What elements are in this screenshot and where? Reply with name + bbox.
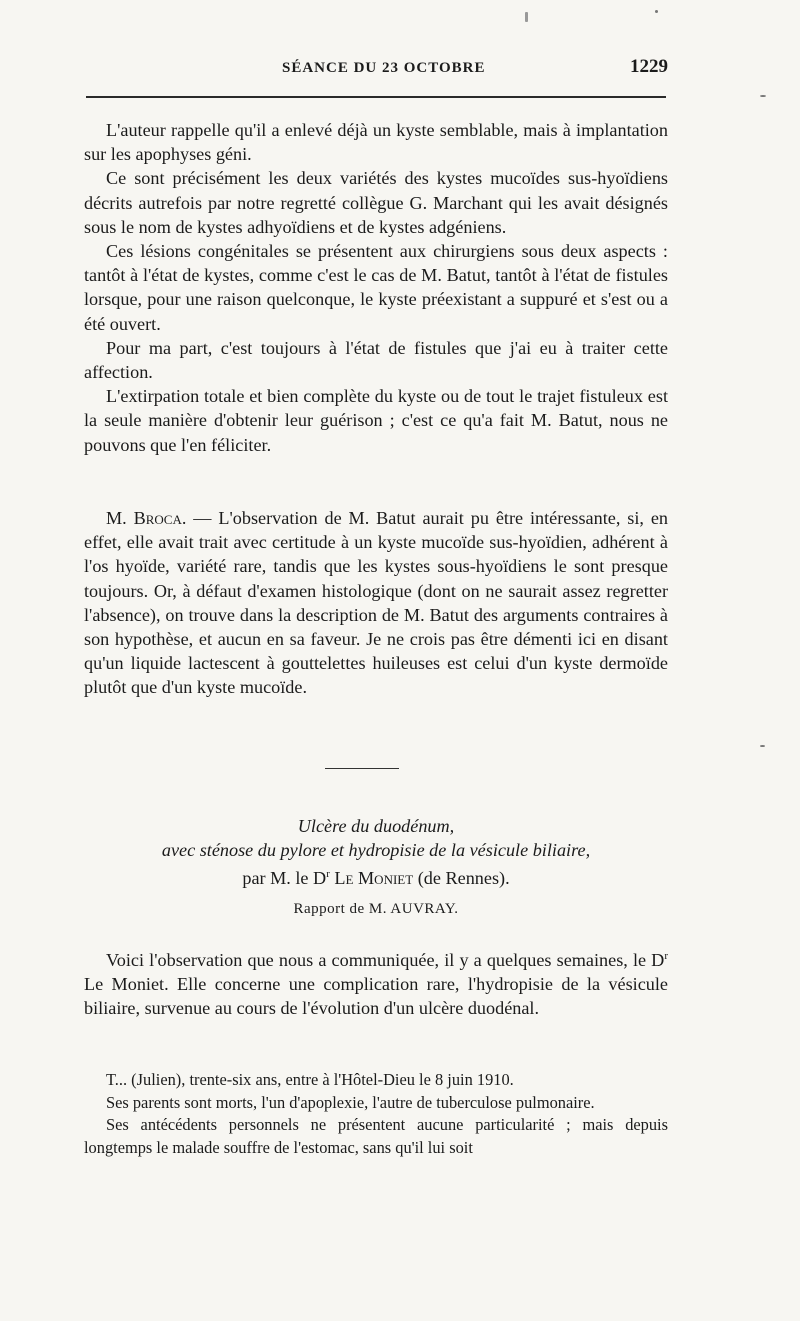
section-observation xyxy=(84,944,668,1021)
paragraph xyxy=(84,944,668,1021)
article-heading xyxy=(84,814,668,890)
author-sup: r xyxy=(326,868,330,880)
paragraph: L'extirpation totale et bien complète du kyste ou de tout le trajet fistuleux est la seule manière d'obtenir leur guérison ; c'est ce qu'a fait M. Batut, nous ne pouvons que l'en féliciter. xyxy=(84,386,668,455)
print-speck xyxy=(525,12,528,22)
paragraph: Ce sont précisément les deux variétés des kystes mucoïdes sus-hyoïdiens décrits autrefois par notre regretté collègue G. Marchant qui les avait désignés sous le nom de kystes adhyoïdiens et de kystes adgéniens. xyxy=(84,168,668,237)
observation-text-2: Le Moniet. Elle concerne une complication rare, l'hydropisie de la vésicule biliaire, survenue au cours de l'évolution d'un ulcère duodénal. xyxy=(84,974,668,1019)
author-suffix: (de Rennes). xyxy=(413,868,510,889)
page-number: 1229 xyxy=(630,56,668,77)
observation-text-1: Voici l'observation que nous a communiquée, il y a quelques semaines, le D xyxy=(106,950,665,971)
paragraph: L'auteur rappelle qu'il a enlevé déjà un kyste semblable, mais à implantation sur les apophyses géni. xyxy=(84,120,668,165)
section-broca xyxy=(84,506,668,700)
paragraph: Ses parents sont morts, l'un d'apoplexie, l'autre de tuberculose pulmonaire. xyxy=(106,1092,595,1112)
speaker-prefix: M. xyxy=(106,508,134,528)
author-prefix: par M. le D xyxy=(242,868,327,889)
print-speck xyxy=(760,95,766,97)
running-header xyxy=(86,58,668,88)
observation-sup: r xyxy=(664,950,668,962)
header-title: SÉANCE DU 23 OCTOBRE xyxy=(282,60,486,76)
author-name: Le Moniet xyxy=(329,868,414,889)
article-subtitle: avec sténose du pylore et hydropisie de la vésicule biliaire, xyxy=(161,840,591,860)
section-auteur xyxy=(84,118,668,457)
report-line: Rapport de M. AUVRAY. xyxy=(293,901,459,917)
print-speck xyxy=(655,10,658,13)
print-speck xyxy=(760,745,765,747)
paragraph xyxy=(84,506,668,700)
section-case xyxy=(84,1069,668,1159)
broca-text: . — L'observation de M. Batut aurait pu être intéressante, si, en effet, elle avait trait avec certitude à un kyste mucoïde sus-hyoïdien, adhérent à l'os hyoïde, variété rare, tandis que les kystes sous-hyoïdiens le sont presque toujours. Or, à défaut d'examen histologique (dont on ne saurait assez regretter l'absence), on trouve dans la description de M. Batut des arguments contraires à son hypothèse, et aucun en sa faveur. Je ne crois pas être démenti ici en disant qu'un liquide lactescent à gouttelettes huileuses est celui d'un kyste dermoïde plutôt que d'un kyste mucoïde. xyxy=(84,508,668,698)
paragraph: Ses antécédents personnels ne présentent aucune particularité ; mais depuis longtemps le malade souffre de l'estomac, sans qu'il lui soit xyxy=(84,1115,668,1157)
paragraph: Pour ma part, c'est toujours à l'état de fistules que j'ai eu à traiter cette affection. xyxy=(84,337,668,383)
article-title: Ulcère du duodénum, xyxy=(297,816,455,836)
paragraph: Ces lésions congénitales se présentent aux chirurgiens sous deux aspects : tantôt à l'état de kystes, comme c'est le cas de M. Batut, tantôt à l'état de fistules lorsque, pour une raison quelconque, le kyste préexistant a suppuré et s'est ou a été ouvert. xyxy=(84,241,668,334)
header-rule xyxy=(86,96,666,98)
article-author xyxy=(84,862,668,890)
section-divider xyxy=(325,768,399,769)
speaker-name: Broca xyxy=(133,508,182,528)
paragraph: T... (Julien), trente-six ans, entre à l'Hôtel-Dieu le 8 juin 1910. xyxy=(106,1070,514,1089)
